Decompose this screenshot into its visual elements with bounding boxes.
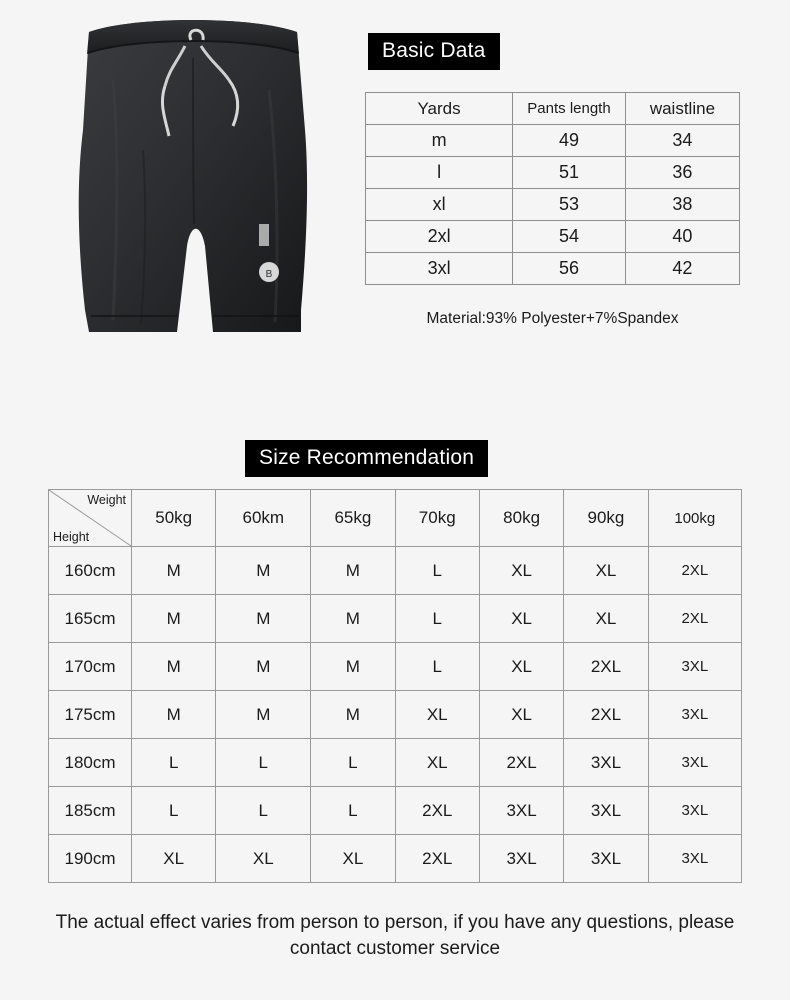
header-yards: Yards xyxy=(366,93,513,125)
cell-size: 3xl xyxy=(366,253,513,285)
cell-length: 53 xyxy=(513,189,626,221)
header-waistline: waistline xyxy=(625,93,739,125)
corner-header xyxy=(49,490,132,547)
size-cell: 3XL xyxy=(564,739,648,787)
corner-height-label: Height xyxy=(53,530,90,544)
size-cell: XL xyxy=(479,643,563,691)
size-cell: M xyxy=(132,691,216,739)
size-cell: 3XL xyxy=(479,787,563,835)
size-cell: M xyxy=(311,643,395,691)
size-cell: L xyxy=(311,739,395,787)
table-row xyxy=(49,835,742,883)
size-cell: L xyxy=(395,547,479,595)
cell-size: xl xyxy=(366,189,513,221)
table-row xyxy=(49,643,742,691)
header-weight-5: 90kg xyxy=(564,490,648,547)
size-cell: XL xyxy=(564,595,648,643)
size-cell: 3XL xyxy=(648,643,741,691)
row-height-3: 175cm xyxy=(49,691,132,739)
header-weight-6: 100kg xyxy=(648,490,741,547)
corner-weight-label: Weight xyxy=(87,493,126,507)
size-cell: M xyxy=(132,595,216,643)
cell-length: 51 xyxy=(513,157,626,189)
header-weight-2: 65kg xyxy=(311,490,395,547)
size-cell: 2XL xyxy=(479,739,563,787)
size-cell: XL xyxy=(564,547,648,595)
cell-waist: 40 xyxy=(625,221,739,253)
size-cell: 3XL xyxy=(564,835,648,883)
size-cell: 3XL xyxy=(648,787,741,835)
material-text: Material:93% Polyester+7%Spandex xyxy=(426,310,679,327)
row-height-1: 165cm xyxy=(49,595,132,643)
size-cell: XL xyxy=(479,595,563,643)
size-cell: XL xyxy=(395,691,479,739)
cell-size: m xyxy=(366,125,513,157)
table-row xyxy=(366,157,740,189)
table-row xyxy=(49,595,742,643)
size-cell: XL xyxy=(395,739,479,787)
size-cell: 2XL xyxy=(395,835,479,883)
table-header-row xyxy=(366,93,740,125)
cell-length: 54 xyxy=(513,221,626,253)
size-cell: L xyxy=(216,739,311,787)
size-cell: M xyxy=(311,595,395,643)
basic-data-title: Basic Data xyxy=(368,33,500,70)
row-height-4: 180cm xyxy=(49,739,132,787)
size-cell: M xyxy=(311,691,395,739)
size-cell: M xyxy=(216,547,311,595)
header-weight-1: 60km xyxy=(216,490,311,547)
header-weight-4: 80kg xyxy=(479,490,563,547)
size-cell: 3XL xyxy=(648,691,741,739)
size-recommendation-title: Size Recommendation xyxy=(245,440,488,477)
size-cell: 3XL xyxy=(479,835,563,883)
basic-data-table xyxy=(365,92,740,285)
size-cell: XL xyxy=(216,835,311,883)
size-cell: 3XL xyxy=(648,739,741,787)
size-recommendation-table xyxy=(48,489,742,883)
size-cell: L xyxy=(216,787,311,835)
table-row xyxy=(49,787,742,835)
size-cell: L xyxy=(395,643,479,691)
cell-waist: 34 xyxy=(625,125,739,157)
disclaimer-note: The actual effect varies from person to person, if you have any questions, please contact customer service xyxy=(55,912,735,959)
table-row xyxy=(49,691,742,739)
size-cell: 2XL xyxy=(564,643,648,691)
size-cell: L xyxy=(132,739,216,787)
header-pants-length: Pants length xyxy=(513,93,626,125)
table-row xyxy=(366,125,740,157)
table-row xyxy=(49,739,742,787)
size-cell: L xyxy=(395,595,479,643)
size-cell: 3XL xyxy=(648,835,741,883)
row-height-2: 170cm xyxy=(49,643,132,691)
cell-length: 49 xyxy=(513,125,626,157)
size-cell: M xyxy=(216,691,311,739)
size-cell: XL xyxy=(479,547,563,595)
table-row xyxy=(49,547,742,595)
header-weight-0: 50kg xyxy=(132,490,216,547)
table-header-row xyxy=(49,490,742,547)
size-cell: 2XL xyxy=(395,787,479,835)
cell-size: 2xl xyxy=(366,221,513,253)
table-row xyxy=(366,253,740,285)
size-cell: XL xyxy=(311,835,395,883)
cell-waist: 36 xyxy=(625,157,739,189)
product-image-container xyxy=(18,0,358,368)
table-row xyxy=(366,221,740,253)
svg-text:B: B xyxy=(265,269,273,280)
black-sport-shorts-photo xyxy=(73,10,313,340)
table-row xyxy=(366,189,740,221)
size-cell: 3XL xyxy=(564,787,648,835)
row-height-6: 190cm xyxy=(49,835,132,883)
cell-length: 56 xyxy=(513,253,626,285)
cell-waist: 42 xyxy=(625,253,739,285)
size-cell: M xyxy=(216,595,311,643)
size-cell: 2XL xyxy=(648,595,741,643)
row-height-0: 160cm xyxy=(49,547,132,595)
cell-waist: 38 xyxy=(625,189,739,221)
size-cell: XL xyxy=(479,691,563,739)
size-cell: M xyxy=(132,547,216,595)
size-cell: M xyxy=(216,643,311,691)
row-height-5: 185cm xyxy=(49,787,132,835)
size-cell: XL xyxy=(132,835,216,883)
size-cell: 2XL xyxy=(648,547,741,595)
cell-size: l xyxy=(366,157,513,189)
size-cell: M xyxy=(132,643,216,691)
size-cell: M xyxy=(311,547,395,595)
size-cell: L xyxy=(132,787,216,835)
size-cell: 2XL xyxy=(564,691,648,739)
header-weight-3: 70kg xyxy=(395,490,479,547)
size-cell: L xyxy=(311,787,395,835)
